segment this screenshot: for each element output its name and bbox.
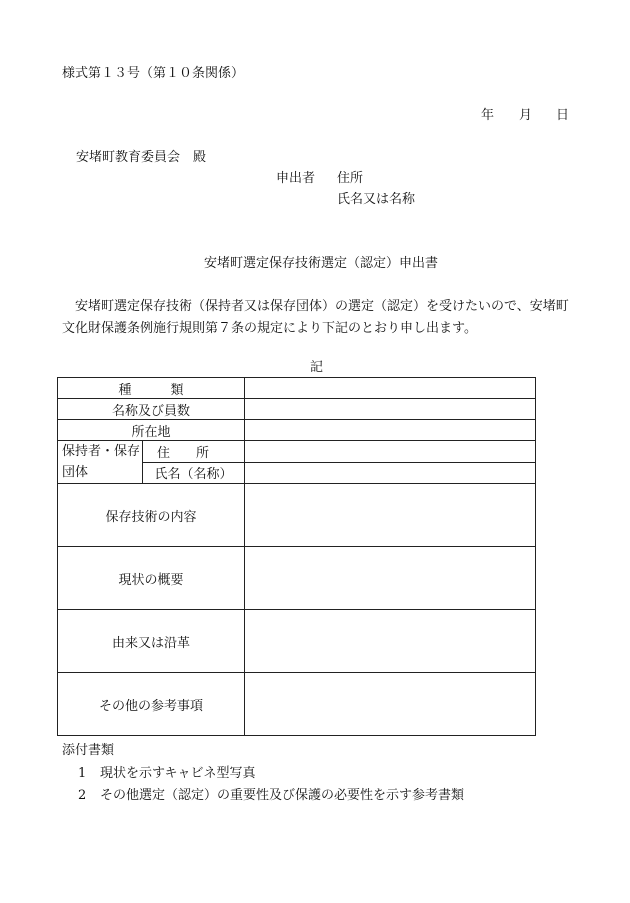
- ki-label: 記: [310, 360, 324, 375]
- table-row: [58, 673, 536, 736]
- applicant-address-label: 住所: [337, 171, 364, 186]
- attachment-number: 1: [78, 766, 87, 781]
- holder-name-value-cell[interactable]: [245, 462, 536, 484]
- holder-name-label: 氏名（名称）: [143, 462, 245, 484]
- table-row: [58, 441, 536, 463]
- holder-address-value-cell[interactable]: [245, 441, 536, 463]
- attachment-item: [78, 788, 464, 804]
- type-label: 種 類: [58, 378, 245, 399]
- addressee: 安堵町教育委員会 殿: [76, 150, 207, 165]
- attachment-text: 現状を示すキャビネ型写真: [100, 766, 256, 781]
- applicant-name-label: 氏名又は名称: [337, 192, 416, 207]
- other-value-cell[interactable]: [245, 673, 536, 736]
- date-month-label: 月: [519, 108, 533, 123]
- table-row: [58, 610, 536, 673]
- technique-label: 保存技術の内容: [58, 484, 245, 547]
- attachments-title: 添付書類: [62, 743, 115, 758]
- attachment-number: 2: [78, 788, 87, 803]
- applicant-label: 申出者: [276, 171, 316, 186]
- name-count-label: 名称及び員数: [58, 399, 245, 420]
- table-row: [58, 399, 536, 420]
- holder-address-label: 住 所: [143, 441, 245, 463]
- date-day-label: 日: [556, 108, 570, 123]
- location-value-cell[interactable]: [245, 420, 536, 441]
- table-row: [58, 484, 536, 547]
- items-table: [57, 377, 536, 736]
- history-label: 由来又は沿革: [58, 610, 245, 673]
- attachment-text: その他選定（認定）の重要性及び保護の必要性を示す参考書類: [100, 788, 465, 803]
- status-value-cell[interactable]: [245, 547, 536, 610]
- other-label: その他の参考事項: [58, 673, 245, 736]
- table-row: [58, 547, 536, 610]
- history-value-cell[interactable]: [245, 610, 536, 673]
- technique-value-cell[interactable]: [245, 484, 536, 547]
- location-label: 所在地: [58, 420, 245, 441]
- form-number: 様式第１３号（第１０条関係）: [62, 66, 245, 81]
- table-row: [58, 420, 536, 441]
- table-row: [58, 378, 536, 399]
- date-year-label: 年: [481, 108, 495, 123]
- status-label: 現状の概要: [58, 547, 245, 610]
- holder-label: 保持者・保存団体: [58, 441, 143, 484]
- name-count-value-cell[interactable]: [245, 399, 536, 420]
- type-value-cell[interactable]: [245, 378, 536, 399]
- body-text: 安堵町選定保存技術（保持者又は保存団体）の選定（認定）を受けたいので、安堵町文化財保護条例施行規則第７条の規定により下記のとおり申し出ます。: [62, 299, 569, 336]
- document-title: 安堵町選定保存技術選定（認定）申出書: [204, 256, 439, 271]
- attachment-item: [78, 766, 255, 782]
